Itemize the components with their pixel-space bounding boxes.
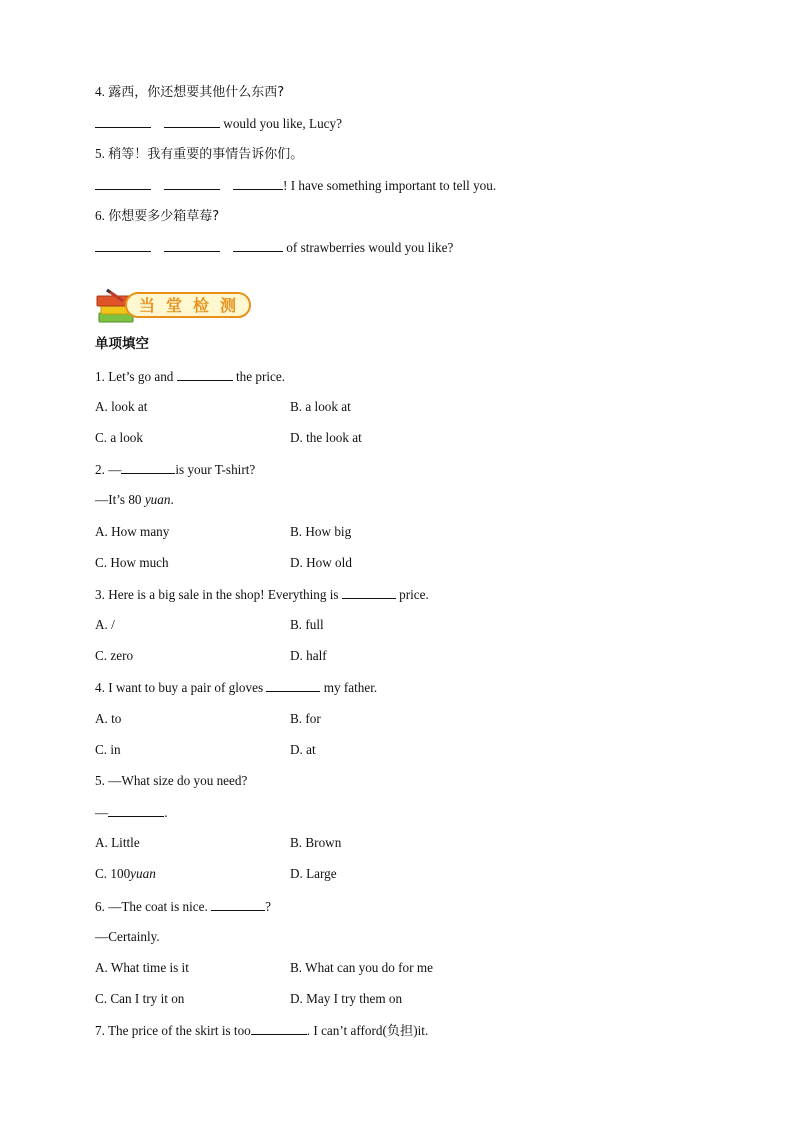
q3-option-b[interactable]: B. full <box>290 617 324 632</box>
translation-6-answer: of strawberries would you like? <box>95 239 453 256</box>
q5-option-d[interactable]: D. Large <box>290 866 337 881</box>
q6-option-b[interactable]: B. What can you do for me <box>290 960 433 975</box>
q4-option-c[interactable]: C. in <box>95 742 121 757</box>
question-2: 2. — is your T-shirt? <box>95 462 256 477</box>
q5-option-a[interactable]: A. Little <box>95 835 140 850</box>
q2-option-a[interactable]: A. How many <box>95 524 170 539</box>
translation-5-prompt: 5. 稍等！我有重要的事情告诉你们。 <box>95 146 304 162</box>
answer-blank[interactable] <box>251 1022 307 1035</box>
q2-option-d[interactable]: D. How old <box>290 555 352 570</box>
question-2-answer: —It’s 80 yuan. <box>95 492 174 507</box>
answer-blank[interactable] <box>233 177 283 190</box>
question-3: 3. Here is a big sale in the shop! Everything is price. <box>95 587 429 602</box>
q2-option-b[interactable]: B. How big <box>290 524 352 539</box>
question-1: 1. Let’s go and the price. <box>95 369 286 384</box>
q3-option-c[interactable]: C. zero <box>95 648 134 663</box>
translation-5-answer: ! I have something important to tell you. <box>95 177 496 194</box>
answer-blank[interactable] <box>95 115 151 128</box>
q3-option-d[interactable]: D. half <box>290 648 327 663</box>
answer-blank[interactable] <box>95 239 151 252</box>
answer-blank[interactable] <box>164 115 220 128</box>
question-6-answer: —Certainly. <box>95 929 160 944</box>
answer-blank[interactable] <box>266 679 320 692</box>
q1-option-d[interactable]: D. the look at <box>290 430 362 445</box>
q5-option-c[interactable]: C. 100yuan <box>95 866 156 881</box>
q1-option-a[interactable]: A. look at <box>95 399 148 414</box>
translation-4-answer: would you like, Lucy? <box>95 115 342 132</box>
answer-blank[interactable] <box>177 368 233 381</box>
question-5-answer: — . <box>95 805 168 820</box>
q2-option-c[interactable]: C. How much <box>95 555 169 570</box>
section-banner <box>95 287 261 329</box>
answer-blank[interactable] <box>342 586 396 599</box>
answer-blank[interactable] <box>233 239 283 252</box>
answer-blank[interactable] <box>164 177 220 190</box>
q4-option-d[interactable]: D. at <box>290 742 316 757</box>
answer-blank[interactable] <box>95 177 151 190</box>
q1-option-b[interactable]: B. a look at <box>290 399 351 414</box>
q4-option-b[interactable]: B. for <box>290 711 321 726</box>
translation-4-prompt: 4. 露西，你还想要其他什么东西? <box>95 84 285 100</box>
q6-option-d[interactable]: D. May I try them on <box>290 991 403 1006</box>
banner-title: 当堂检测 <box>139 296 248 315</box>
q6-option-a[interactable]: A. What time is it <box>95 960 189 975</box>
section-title: 单项填空 <box>95 336 149 352</box>
q4-option-a[interactable]: A. to <box>95 711 122 726</box>
answer-blank[interactable] <box>121 461 175 474</box>
question-5: 5. —What size do you need? <box>95 773 248 788</box>
q3-option-a[interactable]: A. / <box>95 617 115 632</box>
question-7: 7. The price of the skirt is too . I can’t afford(负担)it. <box>95 1023 429 1038</box>
q6-option-c[interactable]: C. Can I try it on <box>95 991 185 1006</box>
question-6: 6. —The coat is nice. ? <box>95 899 271 914</box>
question-4: 4. I want to buy a pair of gloves my father. <box>95 680 378 695</box>
q1-option-c[interactable]: C. a look <box>95 430 143 445</box>
q5-option-b[interactable]: B. Brown <box>290 835 342 850</box>
answer-blank[interactable] <box>164 239 220 252</box>
answer-blank[interactable] <box>108 804 164 817</box>
translation-6-prompt: 6. 你想要多少箱草莓? <box>95 208 220 224</box>
answer-blank[interactable] <box>211 898 265 911</box>
